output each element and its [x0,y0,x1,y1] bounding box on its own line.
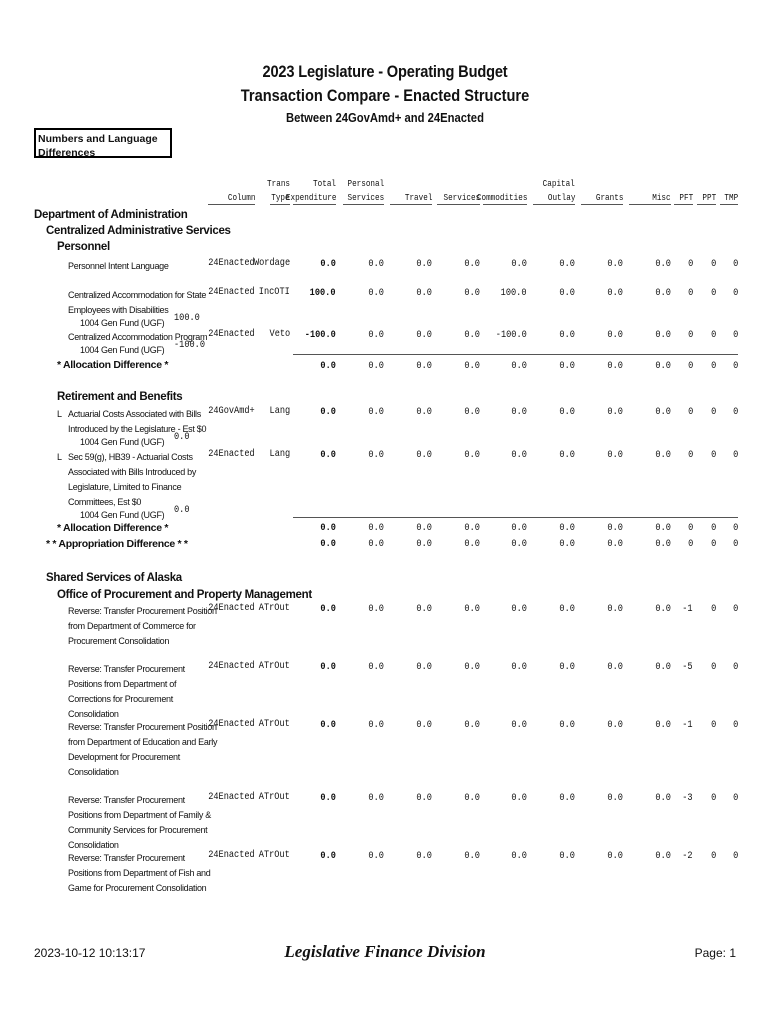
amount-cell: 0.0 [368,603,384,615]
column-value: 24Enacted [208,286,255,298]
amount-cell: 0.0 [464,603,480,615]
amount-cell: 0.0 [511,603,527,615]
column-value: 24GovAmd+ [208,405,255,417]
amount-cell: 0.0 [464,287,480,299]
amount-cell: 0 [710,719,716,731]
amount-cell: 0 [710,661,716,673]
amount-cell: 0.0 [511,792,527,804]
column-value: 24Enacted [208,660,255,672]
appropriation-heading: Shared Services of Alaska [46,572,182,584]
allocation-heading: Office of Procurement and Property Management [57,589,312,601]
allocation-heading: Retirement and Benefits [57,391,183,403]
total-cell: 0 [710,522,716,534]
header-underline [293,204,336,205]
amount-cell: 0.0 [368,287,384,299]
amount-cell: 0.0 [655,719,671,731]
amount-cell: 0.0 [416,258,432,270]
amount-cell: -1 [682,719,693,731]
total-cell: 0 [710,538,716,550]
amount-cell: 0 [710,329,716,341]
fund-amount: 0.0 [174,504,190,516]
report-timestamp: 2023-10-12 10:13:17 [34,946,146,960]
amount-cell: 0.0 [607,792,623,804]
amount-cell: 0.0 [559,603,575,615]
amount-cell: -100.0 [304,329,336,341]
total-cell: 0 [687,360,693,372]
column-header: PPT [702,193,716,203]
header-underline [208,204,255,205]
total-cell: 0 [710,360,716,372]
amount-cell: 0.0 [655,792,671,804]
total-cell: 0.0 [416,538,432,550]
total-cell: 0.0 [607,538,623,550]
header-underline [581,204,623,205]
transaction-description: Reverse: Transfer Procurement Positions from Department of Corrections for Procurement Consolidation [68,664,185,719]
column-header: TMP [724,193,738,203]
amount-cell: 0.0 [559,719,575,731]
amount-cell: 0.0 [464,719,480,731]
total-cell: 0.0 [416,522,432,534]
language-flag: L [57,452,62,462]
amount-cell: 0.0 [559,329,575,341]
column-header: Services [347,193,384,203]
fund-source: 1004 Gen Fund (UGF) [80,510,165,520]
amount-cell: 0.0 [416,329,432,341]
amount-cell: 0.0 [655,449,671,461]
amount-cell: 0.0 [607,661,623,673]
trans-type: Lang [269,405,290,417]
division-signature: Legislative Finance Division [284,942,486,961]
amount-cell: 0 [732,449,738,461]
total-cell: 0.0 [320,538,336,550]
total-cell: 0.0 [511,360,527,372]
transaction-description: Reverse: Transfer Procurement Positions from Department of Fish and Game for Procurement Consolidation [68,853,211,893]
total-cell: 0 [732,522,738,534]
allocation-difference-label: * Allocation Difference * [57,359,169,371]
fund-amount: -100.0 [174,339,206,351]
amount-cell: 0 [710,792,716,804]
total-cell: 0.0 [607,522,623,534]
amount-cell: 0.0 [416,406,432,418]
total-cell: 0.0 [511,522,527,534]
column-value: 24Enacted [208,448,255,460]
transaction-description: Actuarial Costs Associated with Bills Introduced by the Legislature - Est $0 [68,409,207,434]
amount-cell: 0 [732,850,738,862]
amount-cell: 0.0 [416,603,432,615]
amount-cell: 0.0 [368,661,384,673]
amount-cell: 0 [687,449,693,461]
column-header: Personal [347,179,384,189]
amount-cell: 0.0 [607,603,623,615]
department-heading: Department of Administration [34,209,188,221]
header-underline [483,204,527,205]
column-header: Trans [267,179,290,189]
amount-cell: 0.0 [464,792,480,804]
column-value: 24Enacted [208,718,255,730]
amount-cell: 0.0 [607,850,623,862]
amount-cell: 0.0 [320,661,336,673]
column-header: Services [443,193,480,203]
amount-cell: 0.0 [464,449,480,461]
total-cell: 0 [687,538,693,550]
header-underline [343,204,384,205]
column-header: Travel [404,193,432,203]
header-underline [674,204,693,205]
column-value: 24Enacted [208,791,255,803]
trans-type: ATrOut [258,718,290,730]
amount-cell: 0.0 [655,850,671,862]
amount-cell: 0.0 [655,661,671,673]
total-cell: 0.0 [320,522,336,534]
amount-cell: 0.0 [607,258,623,270]
amount-cell: 0.0 [607,287,623,299]
column-header: Capital [542,179,575,189]
total-cell: 0.0 [368,360,384,372]
amount-cell: 0.0 [511,406,527,418]
amount-cell: 0.0 [464,329,480,341]
total-cell: 0.0 [511,538,527,550]
amount-cell: 0.0 [416,850,432,862]
amount-cell: 0.0 [320,719,336,731]
amount-cell: 0.0 [511,719,527,731]
column-header: PFT [679,193,693,203]
amount-cell: 0.0 [320,406,336,418]
transaction-description: Reverse: Transfer Procurement Position from Department of Commerce for Procurement Consolidation [68,606,217,646]
amount-cell: 0 [732,329,738,341]
amount-cell: 0.0 [655,406,671,418]
header-underline [697,204,716,205]
amount-cell: 0.0 [368,329,384,341]
appropriation-difference-label: * * Appropriation Difference * * [46,538,188,550]
amount-cell: 0.0 [607,406,623,418]
amount-cell: 0.0 [511,449,527,461]
total-cell: 0.0 [559,360,575,372]
amount-cell: 0.0 [655,329,671,341]
subtotal-rule [293,517,738,518]
amount-cell: 0.0 [511,850,527,862]
amount-cell: -2 [682,850,693,862]
total-cell: 0.0 [320,360,336,372]
transaction-description: Centralized Accommodation for State Employees with Disabilities [68,290,207,315]
column-header: Expenditure [285,193,336,203]
amount-cell: 0.0 [368,449,384,461]
amount-cell: 0.0 [559,287,575,299]
amount-cell: 0.0 [320,258,336,270]
fund-source: 1004 Gen Fund (UGF) [80,345,165,355]
column-header: Outlay [547,193,575,203]
amount-cell: 0 [687,329,693,341]
total-cell: 0.0 [464,538,480,550]
transaction-description: Personnel Intent Language [68,261,169,271]
amount-cell: 0.0 [464,661,480,673]
amount-cell: 0.0 [416,792,432,804]
column-header: Type [271,193,290,203]
fund-source: 1004 Gen Fund (UGF) [80,437,165,447]
amount-cell: 0.0 [559,661,575,673]
subtotal-rule [293,354,738,355]
total-cell: 0.0 [559,538,575,550]
amount-cell: 0.0 [655,287,671,299]
amount-cell: 0 [710,406,716,418]
amount-cell: 0.0 [607,329,623,341]
amount-cell: 0 [710,603,716,615]
amount-cell: -1 [682,603,693,615]
header-underline [437,204,480,205]
trans-type: Lang [269,448,290,460]
transaction-description: Sec 59(g), HB39 - Actuarial Costs Associated with Bills Introduced by Legislature, Limited to Finance Committees, Est $0 [68,452,197,507]
amount-cell: 0.0 [559,449,575,461]
amount-cell: 0.0 [320,850,336,862]
fund-amount: 100.0 [174,312,200,324]
amount-cell: 0.0 [368,719,384,731]
report-type-box: Numbers and Language Differences [34,128,172,158]
column-value: 24Enacted [208,849,255,861]
amount-cell: 0 [732,792,738,804]
total-cell: 0.0 [559,522,575,534]
amount-cell: 0.0 [416,449,432,461]
total-cell: 0.0 [464,360,480,372]
report-title: 2023 Legislature - Operating Budget [262,62,508,81]
trans-type: ATrOut [258,602,290,614]
total-cell: 0.0 [655,360,671,372]
amount-cell: 0.0 [559,406,575,418]
amount-cell: 0.0 [511,258,527,270]
amount-cell: 0.0 [655,258,671,270]
header-underline [533,204,575,205]
trans-type: ATrOut [258,791,290,803]
amount-cell: 0.0 [320,792,336,804]
amount-cell: 0.0 [464,258,480,270]
total-cell: 0 [732,538,738,550]
amount-cell: 0 [732,661,738,673]
transaction-description: Reverse: Transfer Procurement Position from Department of Education and Early Development for Procurement Consolidation [68,722,218,777]
column-header: Commodities [476,193,527,203]
column-header: Misc [652,193,671,203]
amount-cell: 0 [710,258,716,270]
amount-cell: 0 [687,287,693,299]
amount-cell: 0 [710,287,716,299]
amount-cell: 0.0 [559,792,575,804]
column-header: Grants [595,193,623,203]
amount-cell: 0.0 [416,661,432,673]
amount-cell: 0.0 [559,850,575,862]
total-cell: 0.0 [368,522,384,534]
amount-cell: 0.0 [464,406,480,418]
trans-type: ATrOut [258,849,290,861]
amount-cell: 100.0 [310,287,336,299]
amount-cell: 0.0 [368,258,384,270]
amount-cell: 0.0 [511,661,527,673]
amount-cell: 0.0 [607,719,623,731]
total-cell: 0 [687,522,693,534]
amount-cell: 0.0 [368,850,384,862]
trans-type: Wordage [253,257,290,269]
total-cell: 0.0 [416,360,432,372]
column-header: Column [227,193,255,203]
amount-cell: 0.0 [464,850,480,862]
amount-cell: 0.0 [607,449,623,461]
amount-cell: 0 [732,603,738,615]
amount-cell: 0.0 [368,792,384,804]
trans-type: IncOTI [258,286,290,298]
amount-cell: 0.0 [416,719,432,731]
amount-cell: 0.0 [368,406,384,418]
transaction-description: Centralized Accommodation Program [68,332,208,342]
column-header: Total [313,179,336,189]
page-number: Page: 1 [694,946,736,960]
trans-type: Veto [269,328,290,340]
amount-cell: 0 [710,449,716,461]
amount-cell: 0.0 [416,287,432,299]
amount-cell: 0.0 [320,603,336,615]
language-flag: L [57,409,62,419]
header-underline [720,204,738,205]
amount-cell: 0 [732,287,738,299]
total-cell: 0.0 [655,522,671,534]
total-cell: 0 [732,360,738,372]
allocation-difference-label: * Allocation Difference * [57,522,169,534]
column-value: 24Enacted [208,602,255,614]
allocation-heading: Personnel [57,241,110,253]
amount-cell: 100.0 [501,287,527,299]
amount-cell: -100.0 [495,329,527,341]
report-comparison: Between 24GovAmd+ and 24Enacted [286,111,484,125]
fund-source: 1004 Gen Fund (UGF) [80,318,165,328]
column-value: 24Enacted [208,328,255,340]
total-cell: 0.0 [464,522,480,534]
amount-cell: 0.0 [655,603,671,615]
amount-cell: -3 [682,792,693,804]
amount-cell: 0 [687,406,693,418]
amount-cell: 0.0 [320,449,336,461]
amount-cell: 0 [732,406,738,418]
header-underline [629,204,671,205]
column-value: 24Enacted [208,257,255,269]
trans-type: ATrOut [258,660,290,672]
appropriation-heading: Centralized Administrative Services [46,225,231,237]
total-cell: 0.0 [368,538,384,550]
amount-cell: 0 [687,258,693,270]
amount-cell: 0 [710,850,716,862]
amount-cell: 0 [732,719,738,731]
transaction-description: Reverse: Transfer Procurement Positions from Department of Family & Community Services for Procurement Consolidation [68,795,211,850]
report-subtitle: Transaction Compare - Enacted Structure [240,86,530,105]
header-underline [390,204,432,205]
fund-amount: 0.0 [174,431,190,443]
total-cell: 0.0 [607,360,623,372]
total-cell: 0.0 [655,538,671,550]
amount-cell: 0.0 [559,258,575,270]
amount-cell: -5 [682,661,693,673]
amount-cell: 0 [732,258,738,270]
